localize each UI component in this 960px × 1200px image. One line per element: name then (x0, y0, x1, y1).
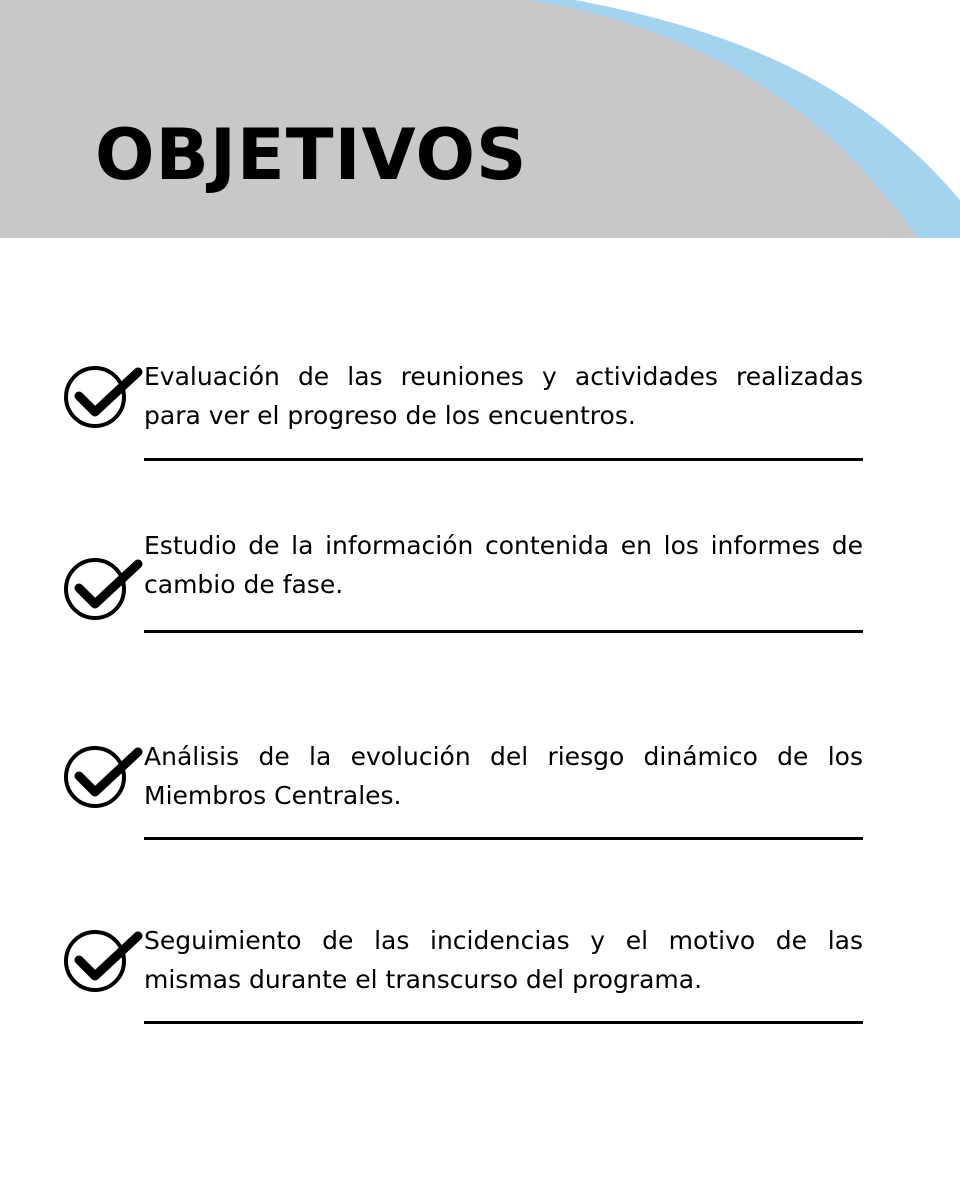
checkmark-circle-icon (62, 552, 146, 622)
objective-text: Estudio de la información contenida en los informes de cambio de fase. (144, 531, 863, 599)
divider (144, 837, 863, 840)
checkmark-circle-icon (62, 740, 146, 810)
divider (144, 630, 863, 633)
objective-text: Seguimiento de las incidencias y el motivo de las mismas durante el transcurso del programa. (144, 926, 863, 994)
divider (144, 458, 863, 461)
header-band (0, 0, 960, 238)
objective-text: Evaluación de las reuniones y actividades realizadas para ver el progreso de los encuentros. (144, 362, 863, 430)
checkmark-circle-icon (62, 924, 146, 994)
checkmark-circle-icon (62, 360, 146, 430)
page-title: OBJETIVOS (95, 114, 528, 196)
divider (144, 1021, 863, 1024)
objective-text: Análisis de la evolución del riesgo dinámico de los Miembros Centrales. (144, 742, 863, 810)
